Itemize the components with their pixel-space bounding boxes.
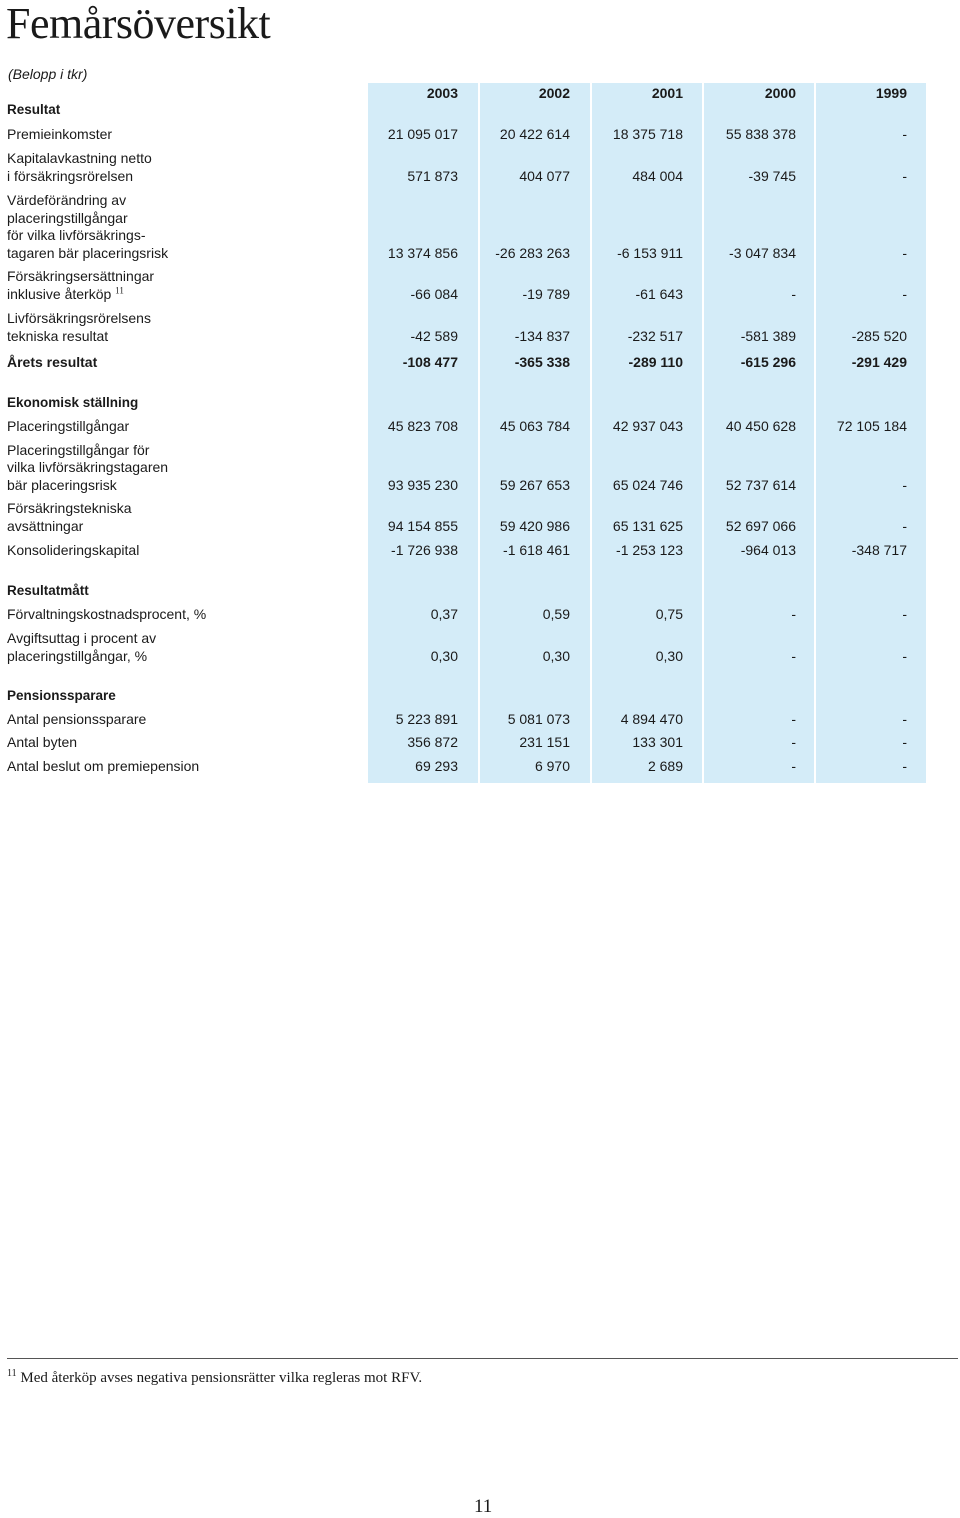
cell-2003: 5 223 891	[395, 710, 458, 727]
table-row	[0, 441, 960, 494]
row-label: Ekonomisk ställning	[7, 394, 139, 410]
cell-2002: 0,30	[542, 647, 570, 664]
row-label: Kapitalavkastning netto i försäkringsrörelsen	[7, 150, 152, 184]
cell-2000: -	[791, 647, 796, 664]
total-row	[0, 354, 960, 371]
row-label: Förvaltningskostnadsprocent, %	[7, 605, 207, 622]
cell-2001: -289 110	[628, 353, 683, 370]
cell-2000: 40 450 628	[725, 417, 796, 434]
row-label: Placeringstillgångar	[7, 417, 130, 434]
cell-2001: 0,30	[655, 647, 683, 664]
cell-1999: -285 520	[851, 327, 907, 344]
row-label: Försäkringstekniska avsättningar	[7, 500, 132, 534]
cell-2002: -134 837	[514, 327, 570, 344]
cell-2001: -1 253 123	[616, 541, 683, 558]
cell-2002: 20 422 614	[499, 125, 570, 142]
cell-2001: 65 131 625	[612, 517, 683, 534]
cell-2001: 484 004	[632, 167, 683, 184]
cell-2003: -42 589	[410, 327, 458, 344]
section-header-row	[0, 582, 960, 599]
table-row	[0, 150, 960, 185]
cell-2003: 571 873	[407, 167, 458, 184]
cell-2003: 13 374 856	[387, 244, 458, 261]
footnote-text: Med återköp avses negativa pensionsrätter vilka regleras mot RFV.	[20, 1370, 423, 1386]
cell-2003: 356 872	[407, 733, 458, 750]
cell-2001: 133 301	[632, 733, 683, 750]
table-row	[0, 734, 960, 751]
cell-2000: 52 697 066	[725, 517, 796, 534]
cell-2002: 0,59	[542, 605, 570, 622]
cell-2000: -3 047 834	[729, 244, 796, 261]
cell-2000: -	[791, 733, 796, 750]
year-header: 2002	[538, 84, 570, 101]
cell-1999: -	[902, 710, 907, 727]
table-row	[0, 126, 960, 143]
year-header: 2000	[764, 84, 796, 101]
year-header-row	[0, 85, 960, 102]
page-title: Femårsöversikt	[6, 0, 271, 48]
cell-1999: -	[902, 285, 907, 302]
row-label: Årets resultat	[7, 353, 98, 370]
row-label: Försäkringsersättningar inklusive återköp $^{11}$	[7, 268, 155, 302]
row-label: Antal beslut om premiepension	[7, 757, 200, 774]
cell-1999: -	[902, 167, 907, 184]
cell-1999: -	[902, 605, 907, 622]
cell-2001: -6 153 911	[617, 244, 683, 261]
table-row	[0, 711, 960, 728]
row-label: Resultatmått	[7, 582, 89, 598]
year-header: 1999	[875, 84, 907, 101]
cell-2003: 21 095 017	[387, 125, 458, 142]
row-label: Antal byten	[7, 733, 78, 750]
cell-2002: -26 283 263	[495, 244, 570, 261]
cell-2003: 69 293	[415, 757, 458, 774]
cell-2003: 0,37	[430, 605, 458, 622]
cell-2001: 42 937 043	[612, 417, 683, 434]
cell-2002: -1 618 461	[503, 541, 570, 558]
cell-2002: 404 077	[519, 167, 570, 184]
table-row	[0, 310, 960, 345]
cell-2002: 45 063 784	[499, 417, 570, 434]
row-label: Resultat	[7, 101, 61, 117]
cell-2003: 94 154 855	[387, 517, 458, 534]
table-row	[0, 606, 960, 623]
cell-1999: -348 717	[851, 541, 907, 558]
row-label: Antal pensionssparare	[7, 710, 147, 727]
cell-2002: 6 970	[534, 757, 570, 774]
cell-2001: 18 375 718	[612, 125, 683, 142]
cell-1999: -	[902, 757, 907, 774]
cell-1999: -291 429	[851, 353, 907, 370]
cell-2001: 2 689	[647, 757, 683, 774]
cell-2003: 93 935 230	[387, 476, 458, 493]
page-number: 11	[474, 1496, 493, 1517]
table-row	[0, 418, 960, 435]
cell-2000: -39 745	[748, 167, 796, 184]
cell-2001: 0,75	[655, 605, 683, 622]
cell-2000: -964 013	[740, 541, 796, 558]
table-row	[0, 630, 960, 665]
cell-2000: -	[791, 285, 796, 302]
footnote	[7, 1370, 422, 1387]
cell-1999: -	[902, 244, 907, 261]
section-header-row	[0, 687, 960, 704]
table-row	[0, 542, 960, 559]
row-label: Konsolideringskapital	[7, 541, 140, 558]
row-label: Placeringstillgångar för vilka livförsäkringstagaren bär placeringsrisk	[7, 441, 169, 493]
cell-1999: -	[902, 125, 907, 142]
cell-2000: -581 389	[740, 327, 796, 344]
cell-2001: -232 517	[627, 327, 683, 344]
cell-1999: -	[902, 733, 907, 750]
table-row	[0, 192, 960, 262]
cell-1999: 72 105 184	[836, 417, 907, 434]
row-label: Pensionssparare	[7, 687, 116, 703]
footnote-ref: 11	[115, 284, 124, 295]
cell-2002: 59 420 986	[499, 517, 570, 534]
footnote-number: 11	[7, 1368, 17, 1379]
section-header-row	[0, 394, 960, 411]
row-label: Värdeförändring av placeringstillgångar för vilka livförsäkrings- tagaren bär placeringsrisk	[7, 192, 169, 261]
cell-2000: 55 838 378	[725, 125, 796, 142]
cell-2002: 231 151	[519, 733, 570, 750]
cell-1999: -	[902, 647, 907, 664]
amount-unit-note: (Belopp i tkr)	[8, 66, 88, 82]
cell-2001: 65 024 746	[612, 476, 683, 493]
cell-2000: -	[791, 757, 796, 774]
cell-1999: -	[902, 517, 907, 534]
cell-2003: -66 084	[410, 285, 458, 302]
cell-2000: -	[791, 710, 796, 727]
cell-2002: 59 267 653	[499, 476, 570, 493]
row-label: Avgiftsuttag i procent av placeringstillgångar, %	[7, 630, 157, 664]
table-row	[0, 268, 960, 303]
cell-2001: -61 643	[635, 285, 683, 302]
cell-2000: -615 296	[740, 353, 796, 370]
cell-1999: -	[902, 476, 907, 493]
cell-2002: -19 789	[522, 285, 570, 302]
cell-2003: -1 726 938	[391, 541, 458, 558]
year-header: 2003	[426, 84, 458, 101]
table-row	[0, 500, 960, 535]
footnote-divider	[7, 1358, 958, 1359]
cell-2001: 4 894 470	[620, 710, 683, 727]
cell-2000: -	[791, 605, 796, 622]
row-label: Premieinkomster	[7, 125, 113, 142]
cell-2003: 45 823 708	[387, 417, 458, 434]
cell-2003: 0,30	[430, 647, 458, 664]
row-label: Livförsäkringsrörelsens tekniska resultat	[7, 310, 151, 344]
year-header: 2001	[651, 84, 683, 101]
cell-2002: 5 081 073	[507, 710, 570, 727]
cell-2000: 52 737 614	[725, 476, 796, 493]
cell-2002: -365 338	[514, 353, 570, 370]
table-row	[0, 758, 960, 775]
section-header-row	[0, 101, 960, 118]
cell-2003: -108 477	[402, 353, 458, 370]
